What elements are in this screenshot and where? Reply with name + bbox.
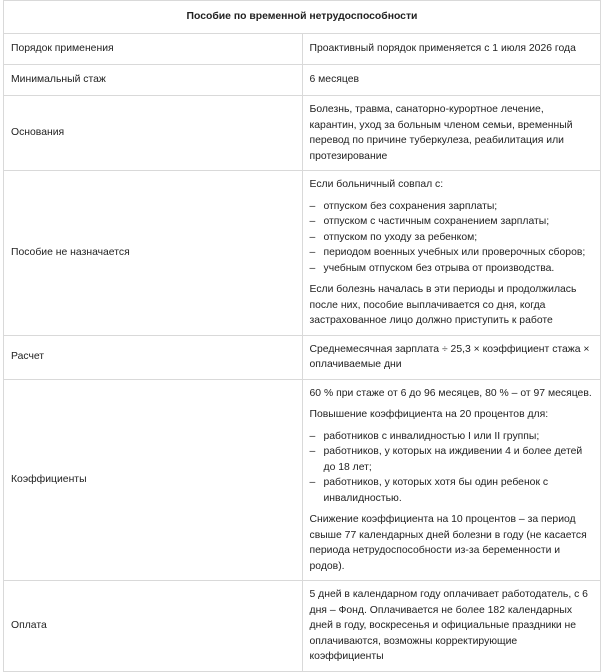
row-label: Основания: [4, 96, 303, 171]
row-label: Оплата: [4, 581, 303, 672]
table-row: [4, 65, 601, 96]
row-text: Снижение коэффициента на 10 процентов – за период свыше 77 календарных дней болезни в году (не касается периода нетрудоспособности из-за беременности и родов).: [309, 514, 587, 572]
row-label: Минимальный стаж: [4, 65, 303, 96]
row-value: [302, 65, 601, 96]
row-text: Если болезнь началась в эти периоды и продолжилась после них, пособие выплачивается со дня, когда застрахованное лицо должно приступить к работе: [309, 284, 577, 326]
row-text: 60 % при стаже от 6 до 96 месяцев, 80 % – от 97 месяцев.: [309, 387, 592, 399]
benefit-table: [3, 0, 601, 672]
row-text: 6 месяцев: [309, 74, 360, 86]
table-row: [4, 34, 601, 65]
row-value: [302, 581, 601, 672]
list-item: – работников, у которых на иждивении 4 и более детей до 18 лет;: [310, 444, 594, 475]
row-value: [302, 335, 601, 379]
table-row: [4, 96, 601, 171]
table-row: [4, 335, 601, 379]
table-row: [4, 379, 601, 581]
row-text: Если больничный совпал с:: [309, 179, 444, 190]
list-item: – отпуском по уходу за ребенком;: [310, 230, 594, 246]
exclusion-list: [310, 199, 594, 277]
list-item: – отпуском с частичным сохранением зарплаты;: [310, 214, 594, 230]
table-row: [4, 581, 601, 672]
row-label: Расчет: [4, 335, 303, 379]
list-item: – учебным отпуском без отрыва от производства.: [310, 261, 594, 277]
row-value: [302, 171, 601, 336]
table-title-row: [4, 1, 601, 34]
row-text: Среднемесячная зарплата ÷ 25,3 × коэффициент стажа × оплачиваемые дни: [309, 343, 590, 370]
row-text: Болезнь, травма, санаторно-курортное лечение, карантин, уход за больным членом семьи, временный перевод по причине туберкулеза, реабилитация или протезирование: [309, 104, 573, 162]
row-text: 5 дней в календарном году оплачивает работодатель, с 6 дня – Фонд. Оплачивается не более 182 календарных дней в году, воскресенья и официальные праздники не оплачиваются, возможны корректирующие коэффициенты: [309, 589, 588, 662]
row-label: Пособие не назначается: [4, 171, 303, 336]
row-value: [302, 34, 601, 65]
increase-list: [310, 429, 594, 507]
row-label: Порядок применения: [4, 34, 303, 65]
list-item: – периодом военных учебных или проверочных сборов;: [310, 245, 594, 261]
list-item: – отпуском без сохранения зарплаты;: [310, 199, 594, 215]
row-text: Повышение коэффициента на 20 процентов для:: [309, 409, 549, 420]
table-row: [4, 171, 601, 336]
row-text: Проактивный порядок применяется с 1 июля 2026 года: [309, 43, 576, 55]
row-label: Коэффициенты: [4, 379, 303, 581]
table-title: Пособие по временной нетрудоспособности: [4, 1, 601, 34]
list-item: – работников, у которых хотя бы один ребенок с инвалидностью.: [310, 475, 594, 506]
row-value: [302, 379, 601, 581]
list-item: – работников с инвалидностью I или II группы;: [310, 429, 594, 445]
row-value: [302, 96, 601, 171]
